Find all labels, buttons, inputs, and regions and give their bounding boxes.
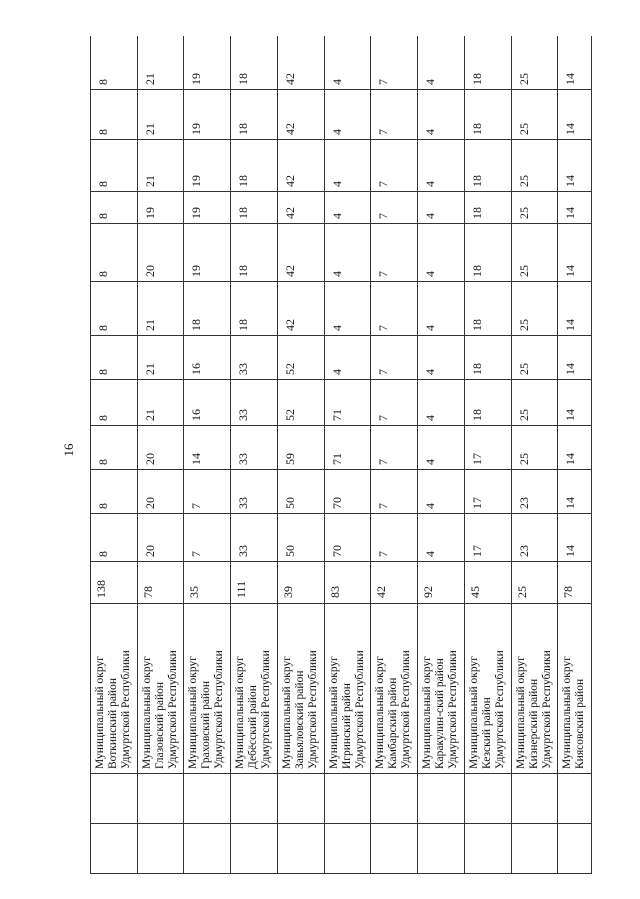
value-cell: 8	[91, 426, 138, 470]
district-name-cell	[371, 604, 418, 774]
value-cell: 18	[464, 36, 511, 90]
district-name-line: Удмуртской Республики	[400, 650, 413, 769]
district-name-cell	[418, 604, 465, 774]
value-cell: 16	[184, 380, 231, 426]
value-cell: 25	[511, 336, 558, 380]
total-cell: 138	[91, 562, 138, 604]
value-cell: 7	[184, 470, 231, 514]
data-table	[90, 36, 592, 874]
table-row	[511, 36, 558, 874]
value-cell: 4	[324, 36, 371, 90]
value-cell: 33	[231, 470, 278, 514]
value-cell: 4	[418, 192, 465, 224]
total-cell: 39	[277, 562, 324, 604]
district-name-line: Муниципальный округ	[421, 656, 434, 769]
value-cell: 33	[231, 380, 278, 426]
value-cell: 4	[418, 140, 465, 192]
value-cell: 25	[511, 192, 558, 224]
value-cell: 8	[91, 140, 138, 192]
value-cell: 14	[558, 426, 592, 470]
value-cell: 42	[277, 140, 324, 192]
table-row	[137, 36, 184, 874]
value-cell: 25	[511, 426, 558, 470]
value-cell: 42	[277, 90, 324, 140]
district-name-line: Игринский район	[340, 683, 353, 769]
value-cell: 8	[91, 514, 138, 562]
empty-cell	[418, 774, 465, 824]
district-name-line: Кезский район	[480, 697, 493, 769]
value-cell: 4	[418, 336, 465, 380]
value-cell: 14	[558, 140, 592, 192]
value-cell: 7	[371, 36, 418, 90]
value-cell: 19	[184, 192, 231, 224]
total-cell: 78	[558, 562, 592, 604]
table-row	[371, 36, 418, 874]
value-cell: 18	[464, 336, 511, 380]
empty-cell	[91, 824, 138, 874]
value-cell: 18	[464, 140, 511, 192]
total-cell: 45	[464, 562, 511, 604]
district-name-line: Глазовский район	[153, 681, 166, 769]
value-cell: 20	[137, 470, 184, 514]
district-name-line: Муниципальный округ	[327, 656, 340, 769]
value-cell: 4	[324, 140, 371, 192]
value-cell: 42	[277, 36, 324, 90]
value-cell: 20	[137, 224, 184, 282]
value-cell: 4	[418, 36, 465, 90]
value-cell: 20	[137, 514, 184, 562]
empty-cell	[371, 774, 418, 824]
value-cell: 25	[511, 90, 558, 140]
value-cell: 17	[464, 470, 511, 514]
value-cell: 4	[324, 224, 371, 282]
value-cell: 19	[184, 140, 231, 192]
empty-cell	[184, 774, 231, 824]
district-name-cell	[511, 604, 558, 774]
value-cell: 18	[464, 282, 511, 336]
empty-cell	[231, 824, 278, 874]
value-cell: 4	[324, 90, 371, 140]
value-cell: 23	[511, 470, 558, 514]
value-cell: 25	[511, 224, 558, 282]
value-cell: 19	[184, 224, 231, 282]
total-cell: 35	[184, 562, 231, 604]
district-name-cell	[464, 604, 511, 774]
district-name-cell	[91, 604, 138, 774]
page-number: 16	[61, 443, 76, 457]
district-name-cell	[324, 604, 371, 774]
district-name-cell	[184, 604, 231, 774]
empty-cell	[324, 824, 371, 874]
value-cell: 21	[137, 36, 184, 90]
empty-cell	[558, 774, 592, 824]
total-cell: 111	[231, 562, 278, 604]
district-name-line: Удмуртской Республики	[493, 650, 506, 769]
value-cell: 18	[464, 90, 511, 140]
district-name-cell	[558, 604, 592, 774]
value-cell: 71	[324, 380, 371, 426]
value-cell: 33	[231, 336, 278, 380]
value-cell: 4	[418, 380, 465, 426]
value-cell: 14	[558, 336, 592, 380]
value-cell: 42	[277, 282, 324, 336]
table-row	[324, 36, 371, 874]
value-cell: 33	[231, 426, 278, 470]
value-cell: 16	[184, 336, 231, 380]
district-name-line: Удмуртской Республики	[306, 650, 319, 769]
value-cell: 8	[91, 224, 138, 282]
table-row	[231, 36, 278, 874]
value-cell: 20	[137, 426, 184, 470]
value-cell: 21	[137, 90, 184, 140]
empty-cell	[371, 824, 418, 874]
value-cell: 18	[464, 380, 511, 426]
empty-cell	[137, 824, 184, 874]
value-cell: 21	[137, 336, 184, 380]
value-cell: 17	[464, 426, 511, 470]
district-name-line: Удмуртской Республики	[260, 650, 273, 769]
total-cell: 25	[511, 562, 558, 604]
total-cell: 78	[137, 562, 184, 604]
value-cell: 7	[371, 282, 418, 336]
district-name-cell	[277, 604, 324, 774]
value-cell: 25	[511, 140, 558, 192]
value-cell: 42	[277, 224, 324, 282]
district-name-cell	[231, 604, 278, 774]
district-name-line: Граховский район	[200, 681, 213, 769]
value-cell: 25	[511, 282, 558, 336]
value-cell: 33	[231, 514, 278, 562]
value-cell: 4	[418, 514, 465, 562]
district-name-line: Кизнерский район	[527, 678, 540, 769]
rotated-table-area	[90, 36, 592, 874]
value-cell: 25	[511, 36, 558, 90]
value-cell: 8	[91, 380, 138, 426]
value-cell: 21	[137, 282, 184, 336]
district-name-line: Муниципальный округ	[140, 656, 153, 769]
value-cell: 4	[418, 426, 465, 470]
value-cell: 18	[231, 90, 278, 140]
district-name-line: Муниципальный округ	[561, 656, 574, 769]
district-name-line: Каракулин-ский район	[434, 658, 447, 769]
district-name-line: Камбарский район	[387, 677, 400, 769]
value-cell: 14	[184, 426, 231, 470]
table-row	[464, 36, 511, 874]
district-name-line: Удмуртской Республики	[447, 650, 460, 769]
empty-cell	[464, 824, 511, 874]
empty-cell	[277, 774, 324, 824]
value-cell: 14	[558, 470, 592, 514]
district-name-line: Муниципальный округ	[187, 656, 200, 769]
table-row	[558, 36, 592, 874]
value-cell: 7	[371, 426, 418, 470]
value-cell: 7	[371, 90, 418, 140]
empty-cell	[231, 774, 278, 824]
district-name-line: Муниципальный округ	[94, 656, 106, 769]
value-cell: 4	[324, 192, 371, 224]
value-cell: 50	[277, 470, 324, 514]
empty-cell	[511, 824, 558, 874]
value-cell: 8	[91, 282, 138, 336]
district-name-line: Муниципальный округ	[514, 656, 527, 769]
table-row	[277, 36, 324, 874]
district-name-line: Дебёсский район	[247, 685, 260, 769]
value-cell: 4	[418, 90, 465, 140]
district-name-line: Удмуртской Республики	[353, 650, 366, 769]
value-cell: 21	[137, 380, 184, 426]
value-cell: 52	[277, 336, 324, 380]
value-cell: 19	[184, 90, 231, 140]
value-cell: 18	[184, 282, 231, 336]
value-cell: 14	[558, 90, 592, 140]
empty-cell	[324, 774, 371, 824]
district-name-line: Муниципальный округ	[234, 656, 247, 769]
table-wrapper	[90, 36, 592, 874]
value-cell: 7	[371, 470, 418, 514]
value-cell: 18	[231, 36, 278, 90]
total-cell: 42	[371, 562, 418, 604]
district-name-line: Удмуртской Республики	[120, 650, 132, 769]
value-cell: 7	[371, 380, 418, 426]
district-name-line: Воткинский район	[107, 678, 119, 769]
value-cell: 21	[137, 140, 184, 192]
value-cell: 8	[91, 36, 138, 90]
value-cell: 4	[418, 224, 465, 282]
value-cell: 4	[324, 282, 371, 336]
value-cell: 4	[418, 470, 465, 514]
value-cell: 14	[558, 282, 592, 336]
value-cell: 8	[91, 470, 138, 514]
district-name-line: Завьяловский район	[293, 670, 306, 769]
value-cell: 14	[558, 192, 592, 224]
value-cell: 8	[91, 192, 138, 224]
value-cell: 17	[464, 514, 511, 562]
value-cell: 7	[184, 514, 231, 562]
value-cell: 7	[371, 336, 418, 380]
value-cell: 18	[464, 192, 511, 224]
value-cell: 8	[91, 336, 138, 380]
value-cell: 7	[371, 140, 418, 192]
empty-cell	[277, 824, 324, 874]
value-cell: 70	[324, 470, 371, 514]
value-cell: 19	[137, 192, 184, 224]
value-cell: 23	[511, 514, 558, 562]
empty-cell	[137, 774, 184, 824]
empty-cell	[558, 824, 592, 874]
value-cell: 7	[371, 514, 418, 562]
total-cell: 83	[324, 562, 371, 604]
district-name-cell	[137, 604, 184, 774]
value-cell: 42	[277, 192, 324, 224]
empty-cell	[464, 774, 511, 824]
empty-cell	[418, 824, 465, 874]
table-row	[184, 36, 231, 874]
district-name-line: Удмуртской Республики	[166, 650, 179, 769]
value-cell: 7	[371, 224, 418, 282]
value-cell: 25	[511, 380, 558, 426]
value-cell: 19	[184, 36, 231, 90]
table-row	[91, 36, 138, 874]
value-cell: 8	[91, 90, 138, 140]
empty-cell	[511, 774, 558, 824]
district-name-line: Удмуртской Республики	[540, 650, 553, 769]
value-cell: 18	[231, 224, 278, 282]
value-cell: 18	[231, 282, 278, 336]
district-name-line: Муниципальный округ	[374, 656, 387, 769]
table-row	[418, 36, 465, 874]
value-cell: 4	[324, 336, 371, 380]
district-name-line: Муниципальный округ	[280, 656, 293, 769]
value-cell: 71	[324, 426, 371, 470]
value-cell: 14	[558, 36, 592, 90]
district-name-line: Муниципальный округ	[467, 656, 480, 769]
total-cell: 92	[418, 562, 465, 604]
value-cell: 18	[231, 192, 278, 224]
value-cell: 18	[464, 224, 511, 282]
table-body	[91, 36, 592, 874]
value-cell: 50	[277, 514, 324, 562]
value-cell: 59	[277, 426, 324, 470]
empty-cell	[91, 774, 138, 824]
value-cell: 14	[558, 380, 592, 426]
district-name-line: Киясовский район	[574, 678, 587, 769]
value-cell: 70	[324, 514, 371, 562]
empty-cell	[184, 824, 231, 874]
district-name-line: Удмуртской Республики	[213, 650, 226, 769]
value-cell: 52	[277, 380, 324, 426]
value-cell: 18	[231, 140, 278, 192]
value-cell: 14	[558, 514, 592, 562]
value-cell: 4	[418, 282, 465, 336]
value-cell: 7	[371, 192, 418, 224]
value-cell: 14	[558, 224, 592, 282]
